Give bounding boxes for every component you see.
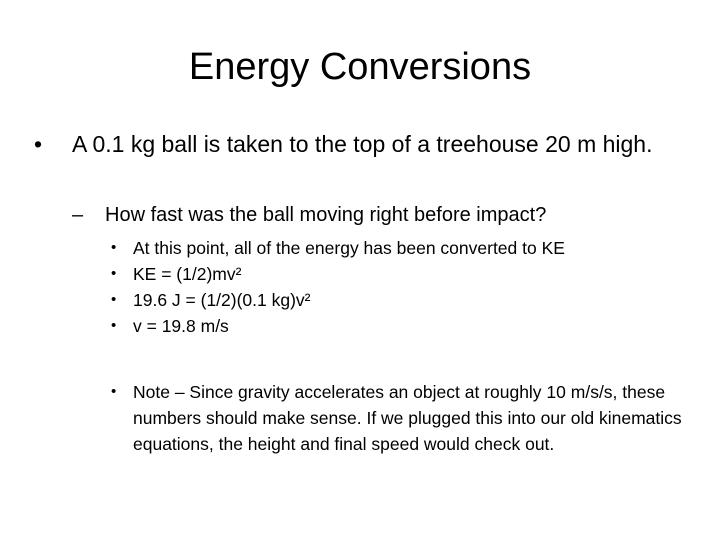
note-text: Note – Since gravity accelerates an object at roughly 10 m/s/s, these numbers should make sense. If we plugged this into our old kinematics equations, the height and final speed would check out. (133, 382, 682, 454)
bullet-level3-item (111, 287, 691, 313)
bullet-level3-item (111, 313, 691, 339)
bullet-marker: • (34, 131, 43, 157)
bullet-marker: • (111, 265, 117, 282)
bullet-text: 19.6 J = (1/2)(0.1 kg)v² (133, 290, 311, 310)
bullet-level1 (34, 130, 684, 158)
bullet-text: v = 19.8 m/s (133, 316, 229, 336)
bullet-level3-item (111, 261, 691, 287)
note-bullet (111, 379, 691, 457)
dash-marker: – (72, 204, 84, 226)
slide-title: Energy Conversions (188, 46, 532, 88)
bullet-marker: • (111, 383, 117, 400)
bullet-marker: • (111, 317, 117, 334)
bullet-marker: • (111, 239, 117, 256)
bullet-marker: • (111, 291, 117, 308)
bullet-text: A 0.1 kg ball is taken to the top of a treehouse 20 m high. (72, 131, 653, 157)
bullet-text: KE = (1/2)mv² (133, 264, 242, 284)
bullet-text: How fast was the ball moving right before impact? (105, 204, 547, 226)
bullet-level2 (72, 203, 672, 227)
bullet-text: At this point, all of the energy has been converted to KE (133, 238, 565, 258)
bullet-level3-item (111, 235, 691, 261)
